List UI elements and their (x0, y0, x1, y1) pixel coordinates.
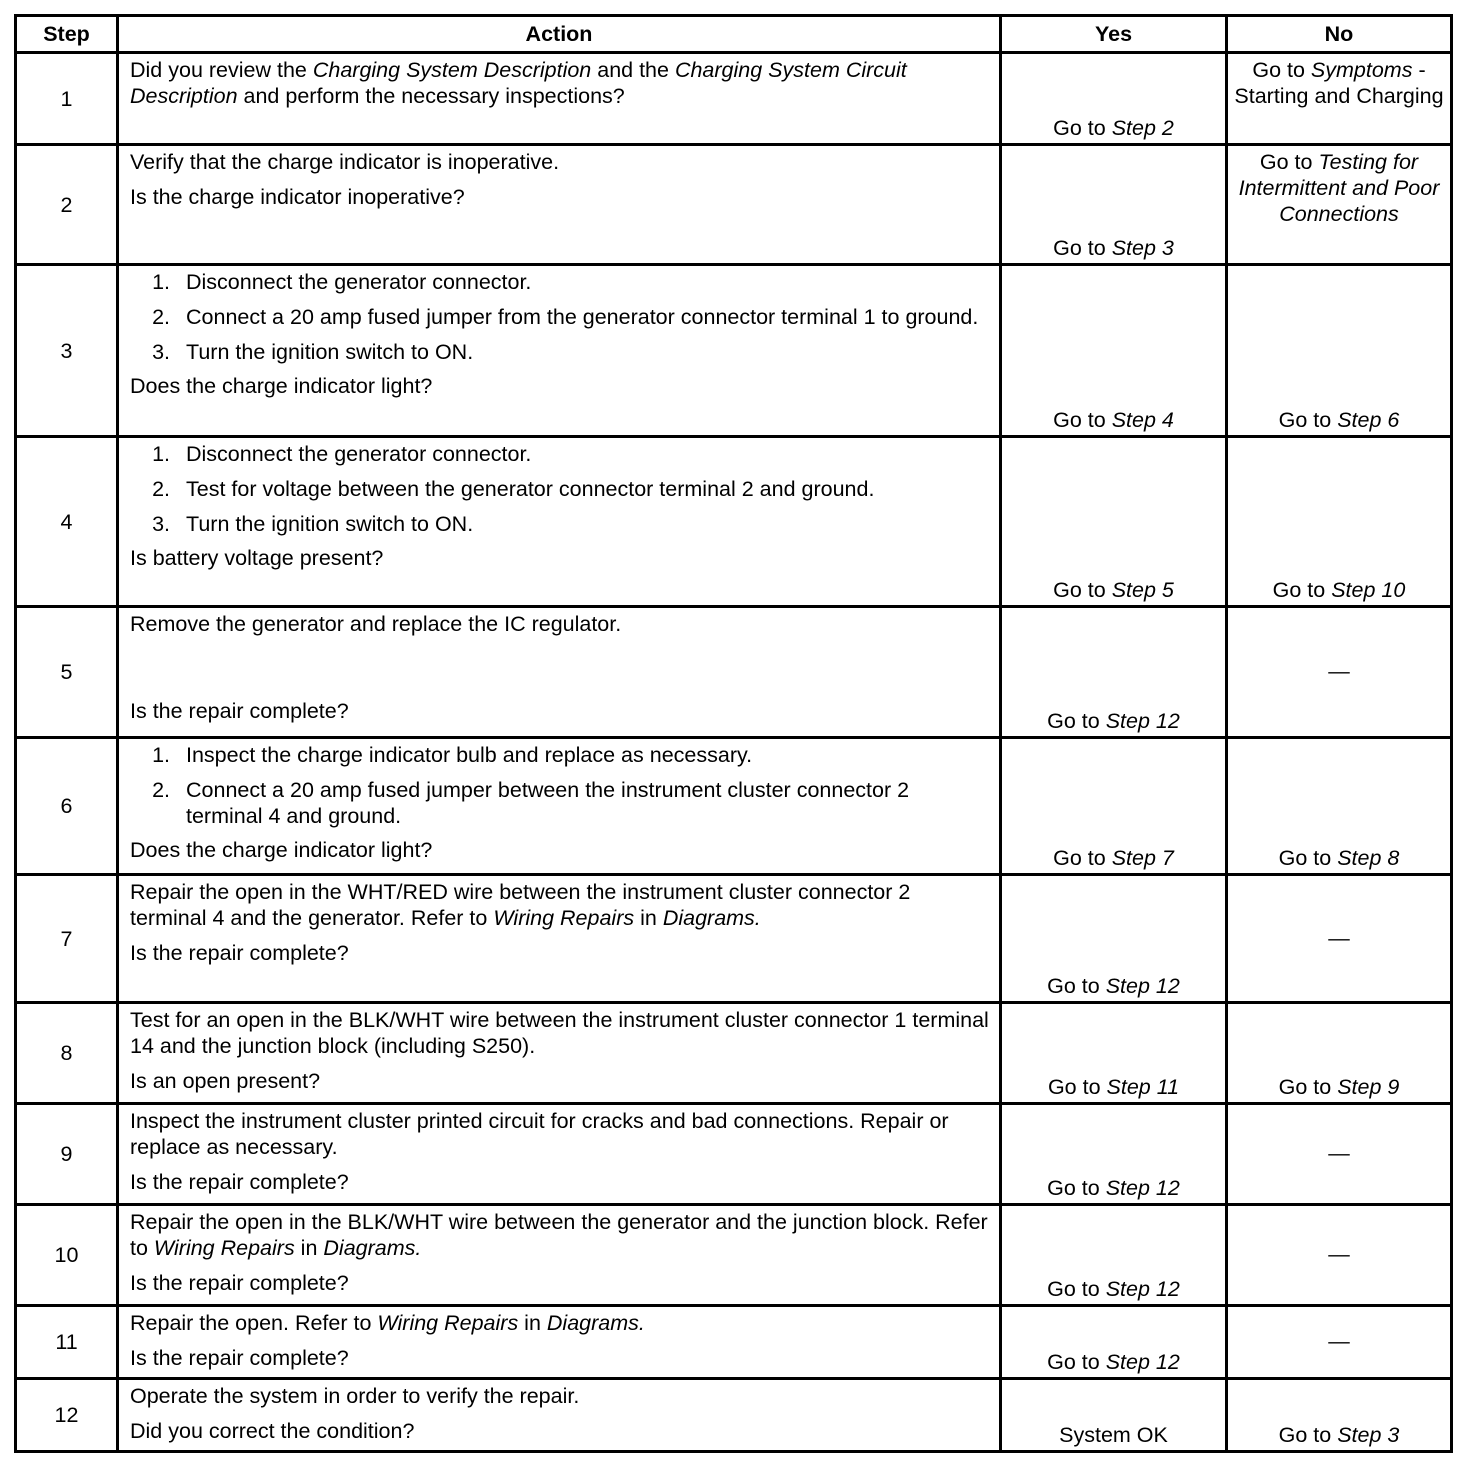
list-item: 2. Connect a 20 amp fused jumper between the instrument cluster connector 2 terminal 4 and ground. (176, 777, 989, 829)
no-cell: Go to Testing for Intermittent and Poor Connections (1227, 145, 1452, 265)
list-item: 3. Turn the ignition switch to ON. (176, 339, 989, 365)
step-number: 5 (16, 607, 118, 738)
yes-cell: Go to Step 12 (1001, 1306, 1227, 1379)
list-item: 2. Connect a 20 amp fused jumper from the generator connector terminal 1 to ground. (176, 304, 989, 330)
action-question: Does the charge indicator light? (130, 838, 433, 862)
table-row (16, 1205, 1452, 1306)
step-number: 12 (16, 1379, 118, 1452)
no-cell: — (1227, 1306, 1452, 1379)
step-number: 7 (16, 875, 118, 1003)
action-text: Repair the open in the WHT/RED wire between the instrument cluster connector 2 terminal 4 and the generator. Refer to Wiring Repairs in Diagrams. (130, 880, 911, 930)
no-cell: — (1227, 1205, 1452, 1306)
list-item: 1. Disconnect the generator connector. (176, 269, 989, 295)
no-cell: — (1227, 607, 1452, 738)
table-row (16, 875, 1452, 1003)
yes-cell: Go to Step 4 (1001, 265, 1227, 437)
header-step: Step (16, 16, 118, 53)
table-row (16, 1379, 1452, 1452)
table-row (16, 607, 1452, 738)
action-list (130, 742, 989, 829)
step-number: 6 (16, 738, 118, 875)
no-cell: — (1227, 1104, 1452, 1205)
action-cell (118, 1003, 1001, 1104)
action-text: Did you review the Charging System Description and the Charging System Circuit Description and perform the necessary inspections? (130, 58, 907, 108)
action-question: Is the repair complete? (130, 699, 349, 723)
yes-cell: Go to Step 5 (1001, 437, 1227, 607)
yes-cell: Go to Step 12 (1001, 607, 1227, 738)
action-list (130, 269, 989, 365)
no-cell: Go to Step 8 (1227, 738, 1452, 875)
step-number: 1 (16, 53, 118, 145)
table-row (16, 53, 1452, 145)
yes-cell: Go to Step 11 (1001, 1003, 1227, 1104)
list-item: 1. Inspect the charge indicator bulb and replace as necessary. (176, 742, 989, 768)
action-text: Verify that the charge indicator is inoperative. (130, 150, 560, 174)
yes-cell: Go to Step 12 (1001, 1104, 1227, 1205)
action-question: Is an open present? (130, 1069, 321, 1093)
action-cell (118, 1306, 1001, 1379)
table-row (16, 437, 1452, 607)
action-cell (118, 53, 1001, 145)
table-row (16, 1104, 1452, 1205)
yes-cell: System OK (1001, 1379, 1227, 1452)
action-cell (118, 875, 1001, 1003)
yes-cell: Go to Step 2 (1001, 53, 1227, 145)
list-item: 1. Disconnect the generator connector. (176, 441, 989, 467)
step-number: 4 (16, 437, 118, 607)
action-question: Did you correct the condition? (130, 1419, 415, 1443)
action-question: Is the charge indicator inoperative? (130, 185, 465, 209)
action-text: Repair the open. Refer to Wiring Repairs in Diagrams. (130, 1311, 645, 1335)
action-question: Is the repair complete? (130, 1170, 349, 1194)
action-cell (118, 1205, 1001, 1306)
header-row (16, 16, 1452, 53)
step-number: 10 (16, 1205, 118, 1306)
header-yes: Yes (1001, 16, 1227, 53)
action-text: Inspect the instrument cluster printed circuit for cracks and bad connections. Repair or replace as necessary. (130, 1109, 949, 1159)
list-item: 3. Turn the ignition switch to ON. (176, 511, 989, 537)
no-cell: Go to Step 3 (1227, 1379, 1452, 1452)
yes-cell: Go to Step 3 (1001, 145, 1227, 265)
action-cell (118, 437, 1001, 607)
action-cell (118, 738, 1001, 875)
no-cell: Go to Step 6 (1227, 265, 1452, 437)
action-text: Operate the system in order to verify the repair. (130, 1384, 580, 1408)
table-row (16, 265, 1452, 437)
step-number: 8 (16, 1003, 118, 1104)
no-cell: Go to Step 9 (1227, 1003, 1452, 1104)
yes-cell: Go to Step 12 (1001, 875, 1227, 1003)
action-list (130, 441, 989, 537)
no-cell: — (1227, 875, 1452, 1003)
table-row (16, 738, 1452, 875)
action-question: Is battery voltage present? (130, 546, 384, 570)
step-number: 3 (16, 265, 118, 437)
action-cell (118, 265, 1001, 437)
action-cell (118, 607, 1001, 738)
action-question: Does the charge indicator light? (130, 374, 433, 398)
yes-cell: Go to Step 12 (1001, 1205, 1227, 1306)
action-question: Is the repair complete? (130, 1346, 349, 1370)
diagnostic-table (14, 14, 1453, 1453)
table-row (16, 1306, 1452, 1379)
action-cell (118, 1379, 1001, 1452)
action-question: Is the repair complete? (130, 941, 349, 965)
no-cell: Go to Symptoms - Starting and Charging (1227, 53, 1452, 145)
step-number: 9 (16, 1104, 118, 1205)
header-no: No (1227, 16, 1452, 53)
action-cell (118, 145, 1001, 265)
table-row (16, 145, 1452, 265)
action-text: Remove the generator and replace the IC regulator. (130, 612, 622, 636)
yes-cell: Go to Step 7 (1001, 738, 1227, 875)
no-cell: Go to Step 10 (1227, 437, 1452, 607)
action-question: Is the repair complete? (130, 1271, 349, 1295)
action-text: Test for an open in the BLK/WHT wire between the instrument cluster connector 1 terminal 14 and the junction block (including S250). (130, 1008, 989, 1058)
list-item: 2. Test for voltage between the generator connector terminal 2 and ground. (176, 476, 989, 502)
action-text: Repair the open in the BLK/WHT wire between the generator and the junction block. Refer to Wiring Repairs in Diagrams. (130, 1210, 988, 1260)
action-cell (118, 1104, 1001, 1205)
step-number: 2 (16, 145, 118, 265)
step-number: 11 (16, 1306, 118, 1379)
header-action: Action (118, 16, 1001, 53)
table-row (16, 1003, 1452, 1104)
